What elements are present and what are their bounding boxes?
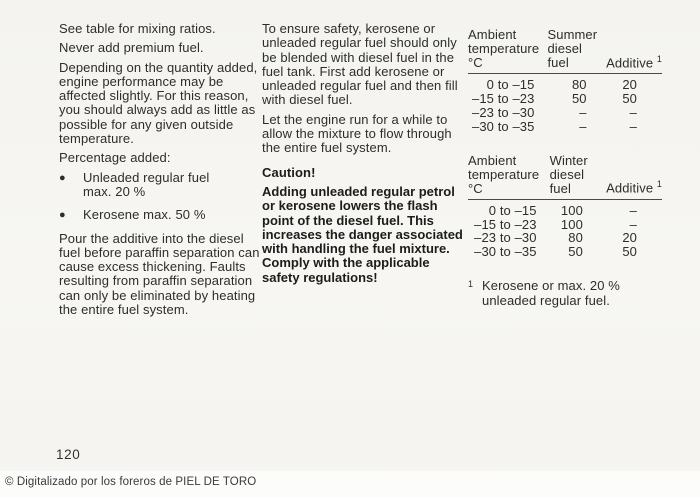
cell-temp-range: –30 to –35: [474, 244, 537, 260]
table-row: [468, 231, 662, 245]
bullet-icon: ●: [59, 171, 66, 184]
cell-temp-range: –23 to –30: [474, 230, 537, 246]
cell-additive-percent: 50: [622, 244, 637, 260]
footnote-reference: 1: [656, 53, 662, 64]
paragraph-ensure-safety: To ensure safety, kerosene or unleaded regular fuel should only be blended with diesel fuel in the fuel tank. First add kerosene or unleaded regular fuel and then fill with diesel fuel.: [262, 21, 458, 108]
cell-fuel-percent: 100: [560, 202, 583, 218]
paragraph-engine-run: Let the engine run for a while to allow the mixture to flow through the entire fuel system.: [262, 111, 452, 156]
cell-additive-percent: –: [629, 118, 637, 134]
header-additive: [601, 28, 662, 74]
cell-additive-percent: –: [629, 104, 637, 120]
cell-temp-range: –15 to –23: [474, 216, 537, 232]
paragraph-never-premium: Never add premium fuel.: [59, 40, 204, 56]
paragraph-see-table: See table for mixing ratios.: [59, 21, 216, 36]
header-ambient-temperature: Ambient temperature °C: [468, 154, 550, 200]
header-ambient-temperature: Ambient temperature °C: [468, 28, 547, 74]
summer-fuel-table: [468, 28, 662, 134]
cell-temp-range: 0 to –15: [486, 77, 535, 92]
bullet-item-kerosene: [59, 208, 263, 222]
cell-additive-percent: 20: [622, 230, 637, 246]
table-header-row: [468, 28, 662, 74]
column-left: [59, 22, 263, 322]
paragraph-depending: Depending on the quantity added, engine performance may be affected slightly. For this reason, you should always add as little as possible for any given outside temperature.: [59, 59, 258, 147]
cell-fuel-percent: 50: [568, 244, 583, 260]
paragraph-percentage-added: Percentage added:: [59, 150, 171, 166]
cell-temp-range: –30 to –35: [472, 118, 535, 134]
table-footnote: [468, 279, 664, 308]
cell-fuel-percent: –: [579, 118, 587, 134]
table-header-row: [468, 154, 662, 200]
header-additive-label: Additive: [606, 55, 654, 70]
column-middle: [262, 22, 468, 285]
table-row: [468, 106, 662, 120]
table-row: [468, 120, 662, 134]
caution-heading: Caution!: [262, 164, 316, 180]
footnote-reference: 1: [656, 179, 662, 190]
header-summer-diesel-fuel: Summer diesel fuel: [547, 28, 600, 74]
cell-fuel-percent: 50: [571, 90, 587, 106]
table-row: [468, 92, 662, 106]
cell-additive-percent: –: [629, 202, 637, 218]
cell-additive-percent: –: [629, 216, 637, 232]
watermark-bar: [0, 471, 700, 497]
cell-additive-percent: 50: [622, 90, 637, 106]
cell-temp-range: –15 to –23: [472, 90, 535, 106]
cell-fuel-percent: –: [579, 104, 587, 120]
table-row: [468, 199, 662, 217]
cell-fuel-percent: 80: [571, 77, 587, 92]
cell-temp-range: 0 to –15: [488, 202, 537, 218]
footnote-marker: 1: [468, 279, 474, 290]
cell-fuel-percent: 80: [568, 230, 583, 246]
table-row: [468, 245, 662, 259]
table-row: [468, 218, 662, 232]
bullet-text-kerosene: Kerosene max. 50 %: [83, 207, 206, 223]
footnote-text: Kerosene or max. 20 % unleaded regular fuel.: [482, 278, 620, 308]
bullet-item-unleaded: [59, 171, 263, 200]
cell-fuel-percent: 100: [560, 216, 583, 232]
bullet-icon: ●: [59, 209, 66, 222]
winter-fuel-table: [468, 154, 662, 260]
page-number: 120: [56, 447, 81, 462]
table-row: [468, 74, 662, 92]
watermark-text: © Digitalizado por los foreros de PIEL DE TORO: [5, 476, 257, 488]
header-additive-label: Additive: [606, 180, 654, 196]
cell-temp-range: –23 to –30: [472, 104, 535, 120]
column-right: [468, 28, 664, 308]
header-additive: [597, 154, 662, 200]
bullet-text-unleaded: Unleaded regular fuel max. 20 %: [83, 169, 210, 199]
caution-body: Adding unleaded regular petrol or kerosene lowers the flash point of the diesel fuel. This increases the danger associated with handling the fuel mixture. Comply with the applicable safety regulations!: [262, 183, 463, 285]
header-winter-diesel-fuel: Winter diesel fuel: [550, 154, 597, 200]
cell-additive-percent: 20: [622, 77, 637, 92]
paragraph-pour-additive: Pour the additive into the diesel fuel before paraffin separation can cause excess thickening. Faults resulting from paraffin separation can only be eliminated by heating the entire fuel system.: [59, 230, 260, 318]
